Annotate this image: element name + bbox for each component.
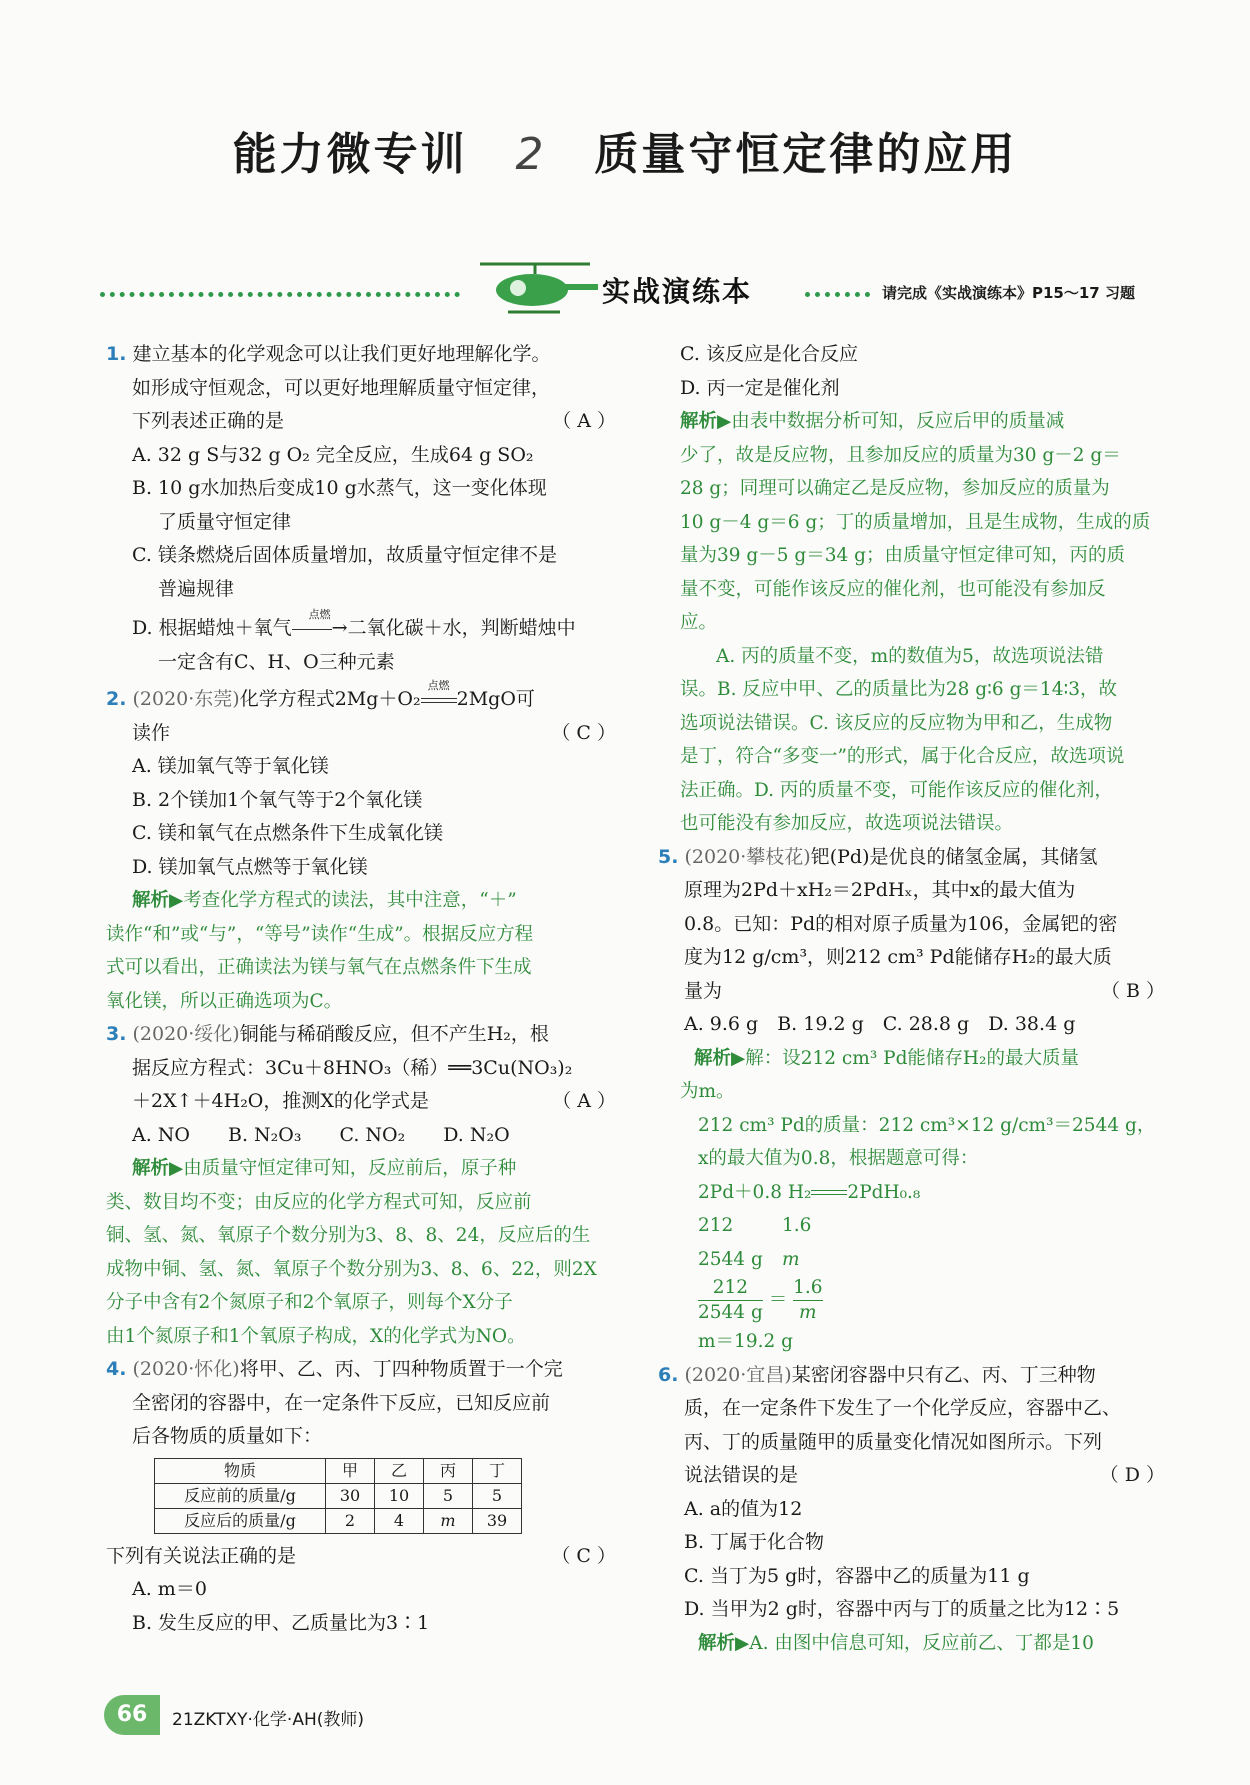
analysis-text: 解：设212 cm³ Pd能储存H₂的最大质量 xyxy=(745,1047,1079,1069)
option-d-part: 二氧化碳＋水，判断蜡烛中 xyxy=(347,617,576,639)
analysis-text: 也可能没有参加反应，故选项说法错误。 xyxy=(680,813,1014,834)
analysis-text: 氧化镁，所以正确选项为C。 xyxy=(106,990,343,1012)
reaction-condition: 点燃 xyxy=(308,608,331,621)
question-stem: 将甲、乙、丙、丁四种物质置于一个完 xyxy=(239,1358,563,1380)
analysis-text: 应。 xyxy=(680,612,718,633)
analysis-text: 式可以看出，正确读法为镁与氧气在点燃条件下生成 xyxy=(106,957,532,978)
analysis-text: 分子中含有2个氮原子和2个氧原子，则每个X分子 xyxy=(106,1292,513,1313)
table-row xyxy=(155,1508,522,1533)
fraction-left xyxy=(698,1276,763,1325)
solution-line: x的最大值为0.8，根据题意可得： xyxy=(698,1148,979,1169)
analysis-text: 量不变，可能作该反应的催化剂，也可能没有参加反 xyxy=(680,578,1106,600)
question-stem: 0.8。已知：Pd的相对原子质量为106，金属钯的密 xyxy=(684,912,1118,935)
analysis-text: 由表中数据分析可知，反应后甲的质量减 xyxy=(731,411,1065,432)
option-a: A. a的值为12 xyxy=(684,1497,803,1520)
options: A. NO B. N₂O₃ C. NO₂ D. N₂O xyxy=(132,1123,510,1146)
analysis-text: 10 g－4 g＝6 g；丁的质量增加，且是生成物，生成的质 xyxy=(680,511,1151,533)
table-row xyxy=(155,1483,522,1508)
table-header: 乙 xyxy=(375,1458,424,1483)
option-c: C. 镁和氧气在点燃条件下生成氧化镁 xyxy=(132,822,443,844)
table-cell: 反应后的质量/g xyxy=(155,1508,326,1533)
table-cell: 39 xyxy=(473,1508,522,1533)
page-title xyxy=(0,118,1250,182)
table-cell: m xyxy=(424,1508,473,1533)
question-stem: 原理为2Pd＋xH₂＝2PdHₓ，其中x的最大值为 xyxy=(684,879,1076,901)
option-b: B. 发生反应的甲、乙质量比为3∶1 xyxy=(132,1611,430,1634)
reaction-equals xyxy=(421,679,457,717)
ratio-value: m xyxy=(782,1248,800,1270)
reaction-arrow: 点燃 → xyxy=(292,612,348,646)
fraction-numerator: 1.6 xyxy=(793,1276,822,1301)
analysis-label: 解析▶ xyxy=(680,411,732,432)
analysis-text: 少了，故是反应物，且参加反应的质量为30 g－2 g＝ xyxy=(680,444,1121,466)
book-code: 21ZKTXY·化学·AH(教师) xyxy=(172,1710,365,1730)
question-source: (2020·攀枝花) xyxy=(684,845,811,868)
left-column xyxy=(106,338,616,1640)
option-b: B. 10 g水加热后变成10 g水蒸气，这一变化体现 xyxy=(132,477,547,499)
question-5 xyxy=(658,841,1165,1359)
title-right: 质量守恒定律的应用 xyxy=(594,129,1018,180)
question-1 xyxy=(106,338,616,679)
analysis-text: 由质量守恒定律可知，反应前后，原子种 xyxy=(183,1158,517,1179)
option-b: B. 2个镁加1个氧气等于2个氧化镁 xyxy=(132,788,423,811)
option-d: D. 镁加氧气点燃等于氧化镁 xyxy=(132,855,368,878)
question-stem: 度为12 g/cm³，则212 cm³ Pd能储存H₂的最大质 xyxy=(684,946,1112,968)
question-stem: 据反应方程式：3Cu＋8HNO₃（稀）══3Cu(NO₃)₂ xyxy=(132,1056,573,1079)
question-2 xyxy=(106,679,616,1018)
analysis-text: 铜、氢、氮、氧原子个数分别为3、8、8、24，反应后的生 xyxy=(106,1225,591,1246)
answer: （ A ） xyxy=(552,1090,616,1112)
analysis-text: 成物中铜、氢、氮、氧原子个数分别为3、8、6、22，则2X xyxy=(106,1258,597,1280)
question-source: (2020·宜昌) xyxy=(684,1363,792,1386)
question-stem: 全密闭的容器中，在一定条件下反应，已知反应前 xyxy=(132,1391,551,1414)
question-stem: 如形成守恒观念，可以更好地理解质量守恒定律， xyxy=(132,376,551,399)
analysis xyxy=(106,884,616,1018)
answer: （ C ） xyxy=(551,721,616,744)
analysis-text: 为m。 xyxy=(680,1081,735,1102)
question-stem: 下列表述正确的是 xyxy=(132,410,285,432)
question-stem: 化学方程式2Mg＋O₂ xyxy=(239,688,421,710)
analysis-text: 类、数目均不变；由反应的化学方程式可知，反应前 xyxy=(106,1191,532,1213)
question-number: 5. xyxy=(658,845,679,868)
question-stem: 读作 xyxy=(132,721,171,744)
options: A. 9.6 g B. 19.2 g C. 28.8 g D. 38.4 g xyxy=(684,1013,1076,1035)
question-stem: 铜能与稀硝酸反应，但不产生H₂，根 xyxy=(239,1023,549,1045)
reaction-condition: 点燃 xyxy=(427,679,450,692)
analysis-text: 是丁，符合“多变一”的形式，属于化合反应，故选项说 xyxy=(680,746,1125,767)
question-number: 4. xyxy=(106,1358,127,1380)
option-d: D. 丙一定是催化剂 xyxy=(680,376,840,399)
analysis-label: 解析▶ xyxy=(694,1047,746,1069)
fraction-denominator: 2544 g xyxy=(698,1302,763,1323)
right-column xyxy=(658,338,1165,1660)
table-cell: 4 xyxy=(375,1508,424,1533)
helicopter-icon xyxy=(470,252,600,322)
analysis-text: 28 g；同理可以确定乙是反应物，参加反应的质量为 xyxy=(680,478,1110,499)
practice-badge: 实战演练本 xyxy=(602,275,753,308)
analysis xyxy=(658,1042,1165,1359)
dotted-divider-right xyxy=(805,292,870,301)
table-cell: 2 xyxy=(326,1508,375,1533)
equals-sign: ＝ xyxy=(768,1289,788,1311)
option-b: B. 丁属于化合物 xyxy=(684,1531,825,1553)
question-6 xyxy=(658,1359,1165,1661)
analysis xyxy=(658,1627,1165,1661)
analysis-text: 量为39 g－5 g＝34 g；由质量守恒定律可知，丙的质 xyxy=(680,545,1126,566)
analysis xyxy=(106,1152,616,1353)
option-d-cont: 一定含有C、H、O三种元素 xyxy=(158,650,395,673)
question-stem: 量为 xyxy=(684,979,723,1002)
table-cell: 5 xyxy=(473,1483,522,1508)
option-d-part: D. 根据蜡烛＋氧气 xyxy=(132,617,292,639)
question-4-cont xyxy=(680,338,1165,841)
solution-equation xyxy=(658,1176,1165,1210)
fraction-denominator: m xyxy=(799,1302,817,1323)
practice-note: 请完成《实战演练本》P15～17 习题 xyxy=(882,284,1135,302)
analysis-text: A. 由图中信息可知，反应前乙、丁都是10 xyxy=(749,1632,1094,1654)
answer: （ A ） xyxy=(552,410,616,432)
solution-line: 212 cm³ Pd的质量：212 cm³×12 g/cm³＝2544 g， xyxy=(698,1114,1156,1136)
question-4 xyxy=(106,1353,616,1640)
option-b-cont: 了质量守恒定律 xyxy=(158,510,292,533)
analysis-text: 考查化学方程式的读法，其中注意，“＋” xyxy=(183,890,517,911)
title-number: 2 xyxy=(515,129,547,180)
question-stem: ＋2X↑＋4H₂O，推测X的化学式是 xyxy=(132,1090,429,1112)
option-d: D. 当甲为2 g时，容器中丙与丁的质量之比为12∶5 xyxy=(684,1598,1120,1620)
analysis-text: 法正确。D. 丙的质量不变，可能作该反应的催化剂， xyxy=(680,779,1113,801)
equation-left: 2Pd＋0.8 H₂ xyxy=(698,1181,812,1203)
question-stem: 下列有关说法正确的是 xyxy=(106,1544,297,1567)
mass-table xyxy=(154,1458,522,1534)
question-stem: 钯(Pd)是优良的储氢金属，其储氢 xyxy=(810,845,1098,868)
question-stem: 后各物质的质量如下： xyxy=(132,1425,323,1447)
fraction-right xyxy=(793,1276,822,1325)
question-number: 3. xyxy=(106,1023,127,1045)
analysis-text: 由1个氮原子和1个氧原子构成，X的化学式为NO。 xyxy=(106,1325,526,1347)
ratio-value: 212 xyxy=(698,1215,734,1236)
analysis xyxy=(680,405,1165,841)
option-c: C. 镁条燃烧后固体质量增加，故质量守恒定律不是 xyxy=(132,544,557,566)
question-number: 6. xyxy=(658,1363,679,1386)
question-source: (2020·东莞) xyxy=(132,688,240,710)
question-number: 1. xyxy=(106,343,127,365)
table-cell: 5 xyxy=(424,1483,473,1508)
dotted-divider-left xyxy=(100,292,460,301)
analysis-text: A. 丙的质量不变，m的数值为5，故选项说法错 xyxy=(716,645,1104,667)
option-a: A. m＝0 xyxy=(132,1578,207,1600)
ratio-value: 2544 g xyxy=(698,1248,763,1270)
table-cell: 30 xyxy=(326,1483,375,1508)
option-d xyxy=(106,608,616,646)
question-stem: 丙、丁的质量随甲的质量变化情况如图所示。下列 xyxy=(684,1430,1103,1453)
practice-bar xyxy=(100,270,1160,320)
answer: （ D ） xyxy=(1099,1464,1165,1486)
analysis-text: 读作“和”或“与”，“等号”读作“生成”。根据反应方程 xyxy=(106,923,534,945)
table-cell: 10 xyxy=(375,1483,424,1508)
option-c: C. 当丁为5 g时，容器中乙的质量为11 g xyxy=(684,1564,1030,1587)
table-header: 物质 xyxy=(155,1458,326,1483)
question-stem: 建立基本的化学观念可以让我们更好地理解化学。 xyxy=(132,343,551,365)
analysis-text: 选项说法错误。C. 该反应的反应物为甲和乙，生成物 xyxy=(680,712,1113,734)
table-header: 丙 xyxy=(424,1458,473,1483)
analysis-label: 解析▶ xyxy=(132,1158,184,1179)
analysis-text: 误。B. 反应中甲、乙的质量比为28 g∶6 g＝14∶3，故 xyxy=(680,679,1118,700)
option-a: A. 镁加氧气等于氧化镁 xyxy=(132,755,329,777)
page-number: 66 xyxy=(104,1695,160,1735)
fraction-numerator: 212 xyxy=(698,1276,763,1301)
question-stem: 2MgO可 xyxy=(456,688,535,710)
analysis-label: 解析▶ xyxy=(132,890,184,911)
table-header: 甲 xyxy=(326,1458,375,1483)
ratio-value: 1.6 xyxy=(782,1215,812,1236)
table-header-row xyxy=(155,1458,522,1483)
question-number: 2. xyxy=(106,688,127,710)
question-stem: 某密闭容器中只有乙、丙、丁三种物 xyxy=(791,1363,1096,1386)
analysis-label: 解析▶ xyxy=(698,1632,750,1654)
proportion xyxy=(658,1276,1165,1325)
question-stem: 质，在一定条件下发生了一个化学反应，容器中乙、 xyxy=(684,1397,1122,1419)
option-c: C. 该反应是化合反应 xyxy=(680,343,858,365)
answer: （ C ） xyxy=(551,1544,616,1567)
option-c-cont: 普遍规律 xyxy=(158,577,235,600)
equation-right: 2PdH₀.₈ xyxy=(847,1181,921,1203)
question-source: (2020·怀化) xyxy=(132,1358,240,1380)
question-3 xyxy=(106,1018,616,1353)
option-a: A. 32 g S与32 g O₂ 完全反应，生成64 g SO₂ xyxy=(132,443,534,466)
question-source: (2020·绥化) xyxy=(132,1023,240,1045)
answer: （ B ） xyxy=(1100,979,1165,1002)
table-cell: 反应前的质量/g xyxy=(155,1483,326,1508)
question-stem: 说法错误的是 xyxy=(684,1464,799,1486)
table-header: 丁 xyxy=(473,1458,522,1483)
solution-result: m＝19.2 g xyxy=(698,1331,793,1352)
title-left: 能力微专训 xyxy=(232,129,468,180)
